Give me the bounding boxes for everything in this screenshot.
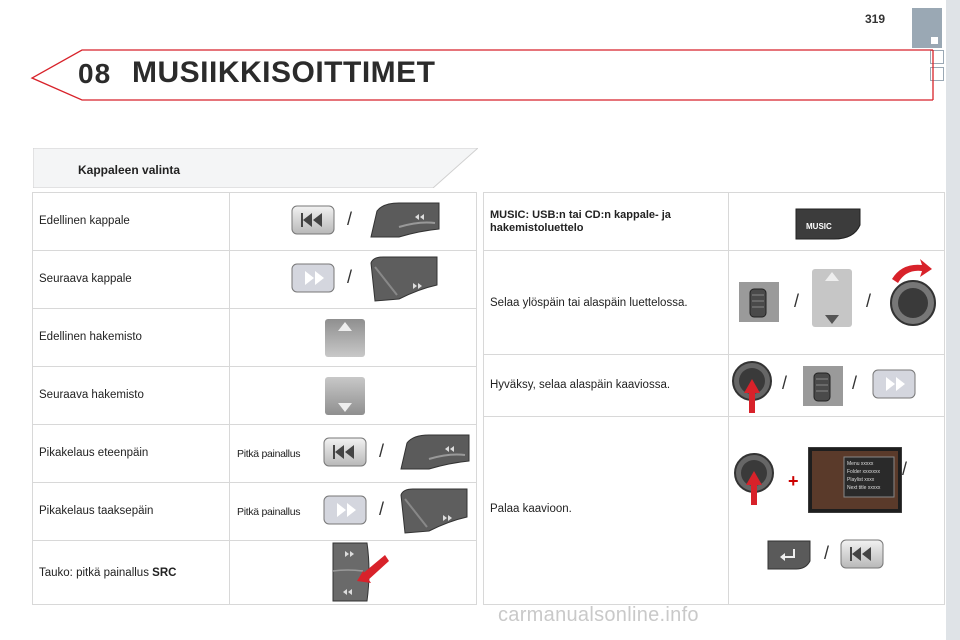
table-row (484, 193, 944, 251)
table-row (33, 251, 476, 309)
table-row (33, 541, 476, 606)
row-label: Pikakelaus eteenpäin (39, 447, 149, 459)
page-edge-bar (946, 0, 960, 640)
fast-forward-button-icon (872, 369, 916, 399)
down-button-icon (323, 375, 367, 417)
separator-slash: / (794, 291, 800, 311)
separator-slash: / (902, 459, 908, 479)
fast-forward-button-icon (291, 263, 335, 293)
table-row (33, 425, 476, 483)
table-row (33, 309, 476, 367)
separator-slash: / (782, 373, 788, 393)
table-row (484, 251, 944, 355)
rewind-button-icon (323, 437, 367, 467)
up-button-icon (323, 317, 367, 359)
row-label: Hyväksy, selaa alaspäin kaaviossa. (490, 379, 671, 391)
table-row (484, 417, 944, 606)
display-menu-screen (808, 447, 902, 513)
table-row (33, 483, 476, 541)
row-label: MUSIC: USB:n tai CD:n kappale- ja hakemistoluettelo (490, 209, 671, 234)
separator-slash: / (347, 209, 353, 229)
plus-sign: + (788, 471, 799, 491)
svg-text:Folder xxxxxxx: Folder xxxxxxx (847, 469, 881, 475)
row-label: Tauko: pitkä painallus SRC (39, 567, 177, 579)
page-title: MUSIIKKISOITTIMET (132, 56, 436, 89)
page-number: 319 (865, 12, 886, 26)
steering-wheel-rewind-icon (369, 201, 441, 239)
separator-slash: / (347, 267, 353, 287)
row-label: Seuraava hakemisto (39, 389, 144, 401)
rotary-knob-return-icon (886, 257, 940, 327)
svg-text:MUSIC: MUSIC (806, 222, 832, 231)
fast-forward-button-icon (323, 495, 367, 525)
separator-slash: / (379, 441, 385, 461)
separator-slash: / (866, 291, 872, 311)
steering-wheel-forward-icon (399, 487, 471, 535)
rewind-button-icon (291, 205, 335, 235)
separator-slash: / (852, 373, 858, 393)
svg-text:Playlist xxxx: Playlist xxxx (847, 477, 875, 483)
separator-slash: / (824, 543, 830, 563)
steering-wheel-src-icon (327, 541, 397, 603)
right-table (483, 192, 945, 605)
scroll-wheel-icon (738, 281, 780, 323)
back-button-icon (766, 537, 812, 571)
row-label: Seuraava kappale (39, 273, 132, 285)
watermark: carmanualsonline.info (498, 604, 699, 626)
steering-wheel-rewind-icon (399, 433, 471, 471)
row-label: Edellinen kappale (39, 215, 130, 227)
chapter-number: 08 (78, 58, 112, 89)
svg-text:Menu xxxxx: Menu xxxxx (847, 461, 874, 467)
row-label: Palaa kaavioon. (490, 503, 572, 515)
scroll-wheel-icon (802, 365, 844, 407)
table-row (33, 367, 476, 425)
rewind-button-icon (840, 539, 884, 569)
long-press-note: Pitkä painallus (237, 448, 301, 460)
row-label: Selaa ylöspäin tai alaspäin luettelossa. (490, 297, 688, 309)
table-row (33, 193, 476, 251)
knob-press-icon (730, 359, 774, 415)
row-label: Edellinen hakemisto (39, 331, 142, 343)
left-table (32, 192, 477, 605)
steering-wheel-forward-icon (369, 255, 441, 303)
long-press-note: Pitkä painallus (237, 506, 301, 518)
knob-press-icon (732, 451, 776, 507)
separator-slash: / (379, 499, 385, 519)
table-row (484, 355, 944, 417)
row-label: Pikakelaus taaksepäin (39, 505, 154, 517)
section-title: Kappaleen valinta (78, 163, 181, 177)
music-button-icon (794, 205, 862, 241)
svg-text:Next title xxxxx: Next title xxxxx (847, 485, 881, 491)
up-down-buttons-icon (810, 267, 854, 329)
